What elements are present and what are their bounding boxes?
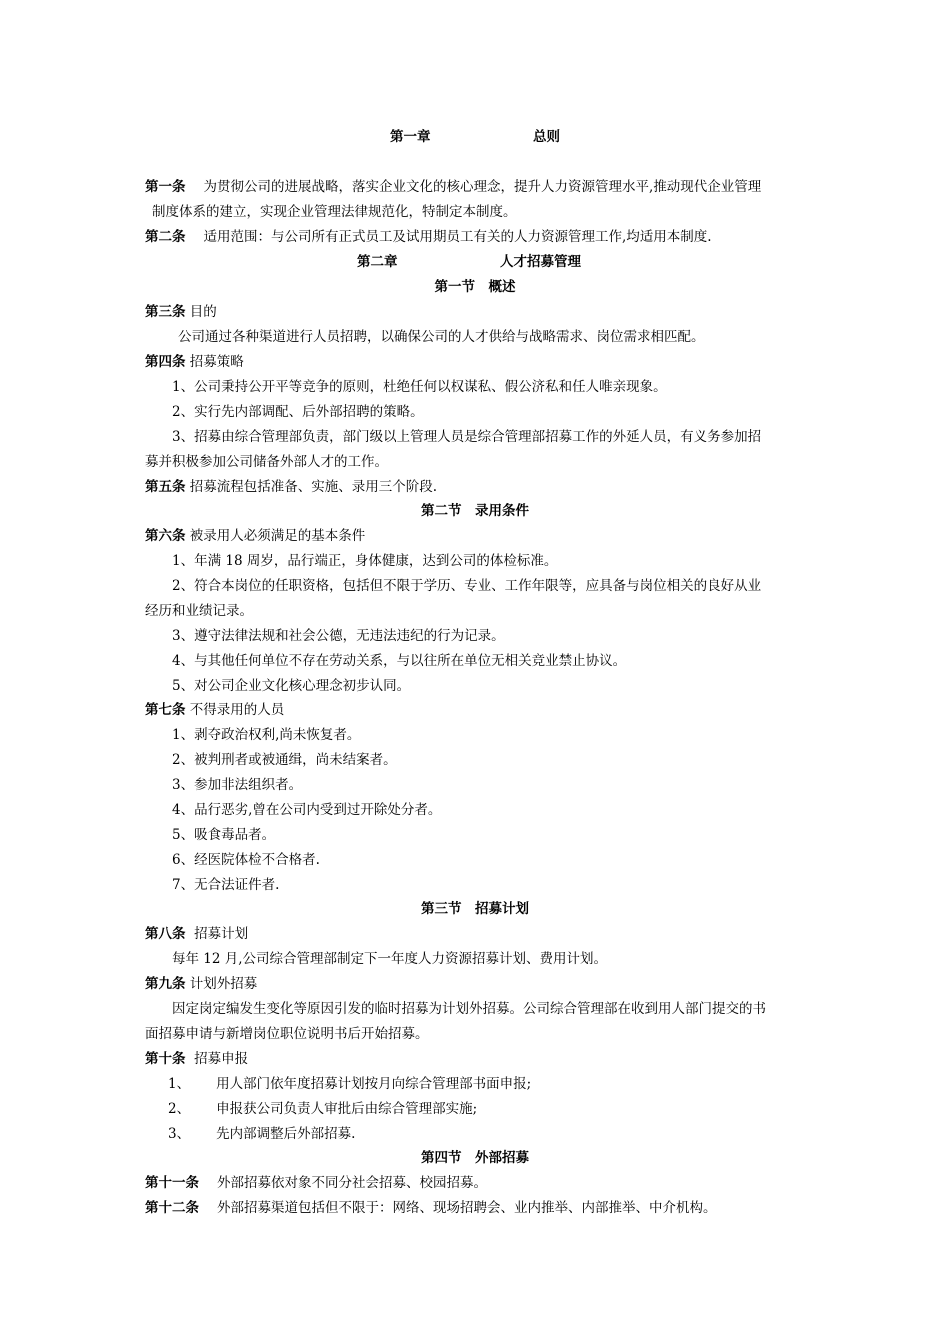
article-4-title: 招募策略 — [189, 354, 244, 370]
article-7-item-1: 1、剥夺政治权利,尚未恢复者。 — [172, 727, 361, 743]
article-10-item-3-text: 先内部调整后外部招募. — [216, 1126, 356, 1142]
article-10-item-2-number: 2、 — [168, 1101, 191, 1117]
article-4-item-3-continued: 募并积极参加公司储备外部人才的工作。 — [145, 454, 388, 470]
article-3-number: 第三条 — [145, 304, 186, 320]
article-9-number: 第九条 — [145, 976, 186, 992]
article-12 — [145, 1199, 717, 1217]
article-7-item-7: 7、无合法证件者. — [172, 877, 280, 893]
article-6-item-3: 3、遵守法律法规和社会公德，无违法违纪的行为记录。 — [172, 628, 505, 644]
article-6-number: 第六条 — [145, 528, 186, 544]
article-10-number: 第十条 — [145, 1051, 186, 1067]
chapter-1-title: 总则 — [533, 129, 560, 145]
article-10-title: 招募申报 — [194, 1051, 249, 1067]
article-2-number: 第二条 — [145, 229, 186, 245]
chapter-1-label: 第一章 — [390, 129, 431, 145]
article-6-item-5: 5、对公司企业文化核心理念初步认同。 — [172, 678, 411, 694]
article-1-text: 为贯彻公司的进展战略，落实企业文化的核心理念，提升人力资源管理水平,推动现代企业管理 — [203, 179, 762, 195]
article-4-item-3: 3、招募由综合管理部负责，部门级以上管理人员是综合管理部招募工作的外延人员，有义务参加招 — [172, 429, 762, 445]
chapter-2-title: 人才招募管理 — [500, 254, 581, 270]
article-10-item-2-text: 申报获公司负责人审批后由综合管理部实施; — [216, 1101, 478, 1117]
section-3-heading: 第三节 招募计划 — [421, 901, 529, 917]
article-9 — [145, 975, 257, 993]
article-11 — [145, 1174, 487, 1192]
article-10 — [145, 1050, 248, 1068]
article-7-item-3: 3、参加非法组织者。 — [172, 777, 303, 793]
article-3-text: 公司通过各种渠道进行人员招聘，以确保公司的人才供给与战略需求、岗位需求相匹配。 — [178, 329, 705, 345]
article-10-item-1 — [168, 1075, 531, 1093]
article-2 — [145, 228, 712, 246]
article-6 — [145, 527, 365, 545]
article-7-item-5: 5、吸食毒品者。 — [172, 827, 276, 843]
article-3-title: 目的 — [189, 304, 217, 320]
article-10-item-1-text: 用人部门依年度招募计划按月向综合管理部书面申报; — [216, 1076, 532, 1092]
article-4-item-2: 2、实行先内部调配、后外部招聘的策略。 — [172, 404, 424, 420]
article-7-title: 不得录用的人员 — [189, 702, 285, 718]
article-7-item-6: 6、经医院体检不合格者. — [172, 852, 320, 868]
article-4 — [145, 353, 244, 371]
article-12-text: 外部招募渠道包括但不限于：网络、现场招聘会、业内推举、内部推举、中介机构。 — [217, 1200, 717, 1216]
article-9-title: 计划外招募 — [189, 976, 258, 992]
article-5-number: 第五条 — [145, 479, 186, 495]
article-3 — [145, 303, 217, 321]
section-1-heading: 第一节 概述 — [434, 279, 516, 295]
article-1-continued: 制度体系的建立，实现企业管理法律规范化，特制定本制度。 — [152, 204, 517, 220]
article-8 — [145, 925, 248, 943]
article-7-item-4: 4、品行恶劣,曾在公司内受到过开除处分者。 — [172, 802, 442, 818]
article-8-title: 招募计划 — [194, 926, 249, 942]
article-10-item-3 — [168, 1125, 355, 1143]
article-10-item-1-number: 1、 — [168, 1076, 191, 1092]
article-4-item-1: 1、公司秉持公开平等竞争的原则，杜绝任何以权谋私、假公济私和任人唯亲现象。 — [172, 379, 667, 395]
article-5-text: 招募流程包括准备、实施、录用三个阶段. — [189, 479, 438, 495]
article-9-text: 因定岗定编发生变化等原因引发的临时招募为计划外招募。公司综合管理部在收到用人部门提交的书 — [172, 1001, 766, 1017]
article-11-text: 外部招募依对象不同分社会招募、校园招募。 — [217, 1175, 487, 1191]
article-7 — [145, 701, 284, 719]
article-6-item-2: 2、符合本岗位的任职资格，包括但不限于学历、专业、工作年限等，应具备与岗位相关的良好从业 — [172, 578, 762, 594]
article-7-item-2: 2、被判刑者或被通缉，尚未结案者。 — [172, 752, 397, 768]
section-4-heading: 第四节 外部招募 — [421, 1150, 529, 1166]
article-6-title: 被录用人必须满足的基本条件 — [189, 528, 366, 544]
article-9-text-continued: 面招募申请与新增岗位职位说明书后开始招募。 — [145, 1026, 429, 1042]
article-7-number: 第七条 — [145, 702, 186, 718]
article-6-item-4: 4、与其他任何单位不存在劳动关系，与以往所在单位无相关竞业禁止协议。 — [172, 653, 627, 669]
article-8-number: 第八条 — [145, 926, 186, 942]
chapter-2-label: 第二章 — [357, 254, 398, 270]
article-10-item-3-number: 3、 — [168, 1126, 191, 1142]
article-6-item-1: 1、年满 18 周岁，品行端正，身体健康，达到公司的体检标准。 — [172, 553, 558, 569]
section-2-heading: 第二节 录用条件 — [421, 503, 529, 519]
article-6-item-2-continued: 经历和业绩记录。 — [145, 603, 253, 619]
article-10-item-2 — [168, 1100, 477, 1118]
article-4-number: 第四条 — [145, 354, 186, 370]
article-1-number: 第一条 — [145, 179, 186, 195]
article-2-text: 适用范围：与公司所有正式员工及试用期员工有关的人力资源管理工作,均适用本制度. — [203, 229, 712, 245]
article-5 — [145, 478, 437, 496]
article-12-number: 第十二条 — [145, 1200, 199, 1216]
article-1 — [145, 178, 761, 196]
article-11-number: 第十一条 — [145, 1175, 199, 1191]
article-8-text: 每年 12 月,公司综合管理部制定下一年度人力资源招募计划、费用计划。 — [172, 951, 608, 967]
